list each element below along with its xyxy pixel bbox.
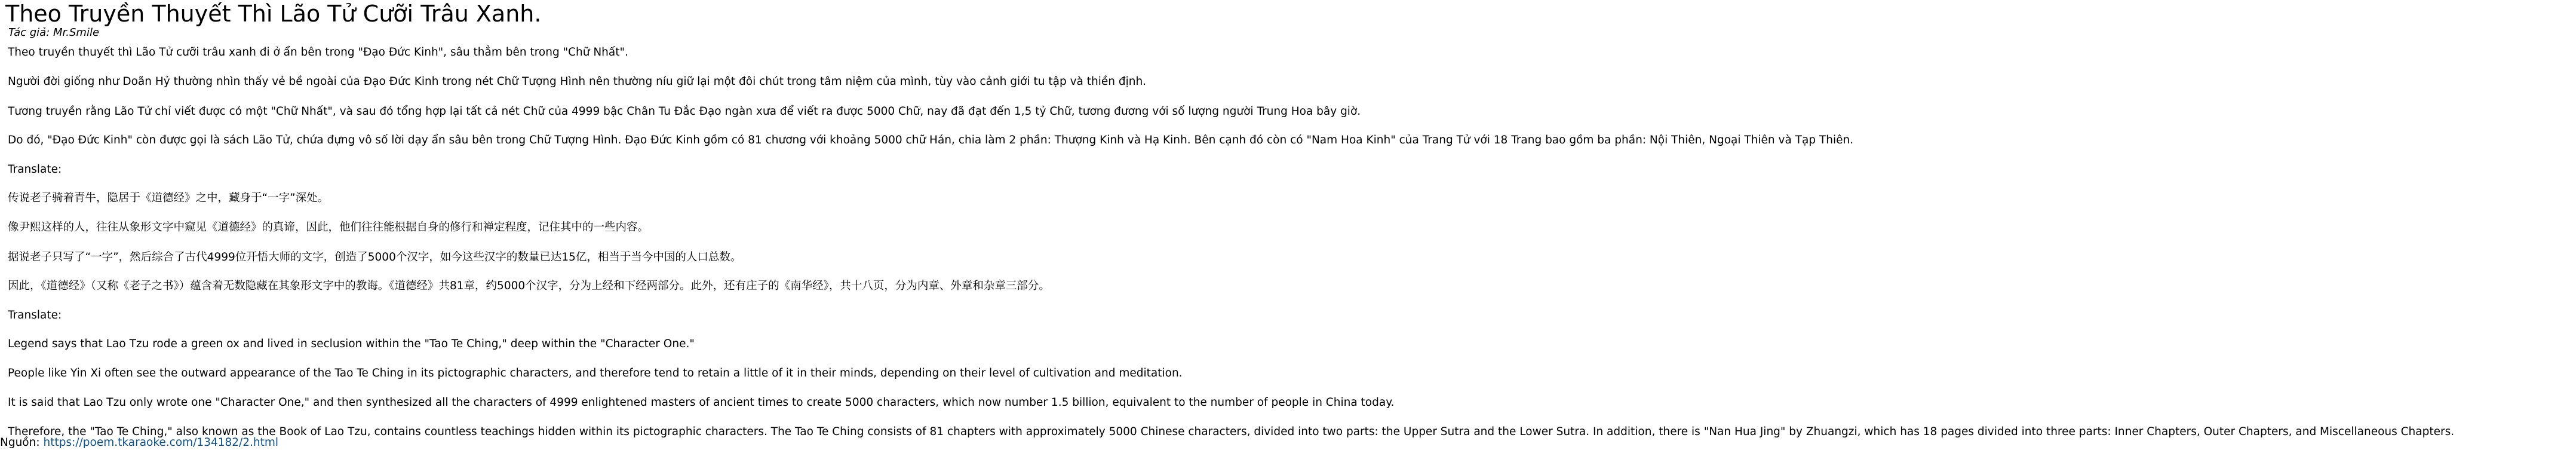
translate-label-1: Translate: bbox=[8, 163, 62, 176]
author-line: Tác giả: Mr.Smile bbox=[8, 26, 100, 39]
source-line bbox=[0, 436, 278, 449]
paragraph-vi-4: Do đó, "Đạo Đức Kinh" còn được gọi là sách Lão Tử, chứa đựng vô số lời dạy ẩn sâu bên trong Chữ Tượng Hình. Đạo Đức Kinh gồm có 81 chương với khoảng 5000 chữ Hán, chia làm 2 phần: Thượng Kinh và Hạ Kinh. Bên cạnh đó còn có "Nam Hoa Kinh" của Trang Tử với 18 Trang bao gồm ba phần: Nội Thiên, Ngoại Thiên và Tạp Thiên. bbox=[8, 134, 1854, 146]
paragraph-en-3: It is said that Lao Tzu only wrote one "Character One," and then synthesized all the characters of 4999 enlightened masters of ancient times to create 5000 characters, which now number 1.5 billion, equivalent to the number of people in China today. bbox=[8, 396, 1395, 409]
paragraph-zh-2: 像尹熙这样的人，往往从象形文字中窥见《道德经》的真谛，因此，他们往往能根据自身的修行和禅定程度，记住其中的一些内容。 bbox=[8, 221, 649, 234]
paragraph-zh-1: 传说老子骑着青牛，隐居于《道德经》之中，藏身于“一字”深处。 bbox=[8, 192, 329, 204]
paragraph-zh-3: 据说老子只写了“一字”，然后综合了古代4999位开悟大师的文字，创造了5000个汉字，如今这些汉字的数量已达15亿，相当于当今中国的人口总数。 bbox=[8, 251, 742, 264]
paragraph-vi-2: Người đời giống như Doãn Hỷ thường nhìn thấy vẻ bề ngoài của Đạo Đức Kinh trong nét Chữ Tượng Hình nên thường níu giữ lại một đôi chút trong tâm niệm của mình, tùy vào cảnh giới tu tập và thiền định. bbox=[8, 75, 1147, 88]
source-link[interactable]: https://poem.tkaraoke.com/134182/2.html bbox=[43, 436, 279, 449]
paragraph-en-2: People like Yin Xi often see the outward appearance of the Tao Te Ching in its pictographic characters, and therefore tend to retain a little of it in their minds, depending on their level of cultivation and meditation. bbox=[8, 367, 1183, 379]
paragraph-zh-4: 因此，《道德经》（又称《老子之书》）蕴含着无数隐藏在其象形文字中的教诲。《道德经》共81章，约5000个汉字，分为上经和下经两部分。此外，还有庄子的《南华经》，共十八页，分为内章、外章和杂章三部分。 bbox=[8, 280, 1050, 292]
translate-label-2: Translate: bbox=[8, 309, 62, 322]
source-label: Nguồn: bbox=[0, 436, 44, 449]
page-title: Theo Truyền Thuyết Thì Lão Tử Cưỡi Trâu Xanh. bbox=[5, 1, 542, 27]
paragraph-vi-1: Theo truyền thuyết thì Lão Tử cưỡi trâu xanh đi ở ẩn bên trong "Đạo Đức Kinh", sâu thẳm bên trong "Chữ Nhất". bbox=[8, 46, 628, 59]
paragraph-en-1: Legend says that Lao Tzu rode a green ox and lived in seclusion within the "Tao Te Ching," deep within the "Character One." bbox=[8, 338, 695, 350]
paragraph-vi-3: Tương truyền rằng Lão Tử chỉ viết được có một "Chữ Nhất", và sau đó tổng hợp lại tất cả nét Chữ của 4999 bậc Chân Tu Đắc Đạo ngàn xưa để viết ra được 5000 Chữ, nay đã đạt đến 1,5 tỷ Chữ, tương đương với số lượng người Trung Hoa bây giờ. bbox=[8, 105, 1361, 118]
paragraph-en-4: Therefore, the "Tao Te Ching," also known as the Book of Lao Tzu, contains countless teachings hidden within its pictographic characters. The Tao Te Ching consists of 81 chapters with approximately 5000 Chinese characters, divided into two parts: the Upper Sutra and the Lower Sutra. In addition, there is "Nan Hua Jing" by Zhuangzi, which has 18 pages divided into three parts: Inner Chapters, Outer Chapters, and Miscellaneous Chapters. bbox=[8, 425, 2455, 438]
